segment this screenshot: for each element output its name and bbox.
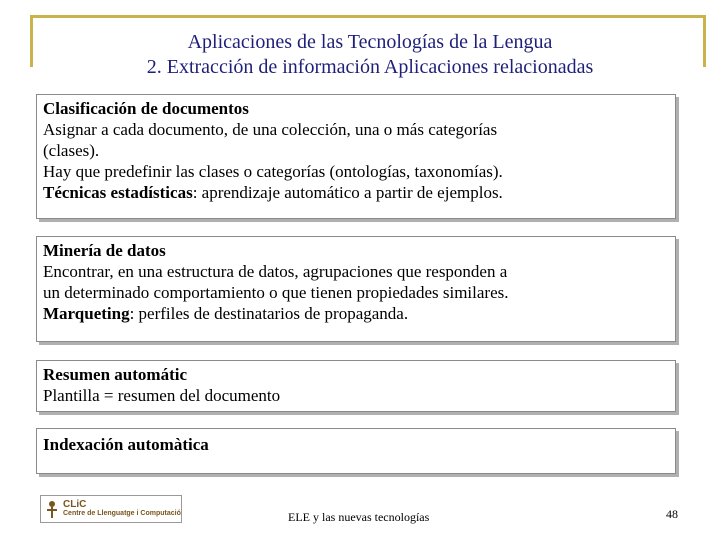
frame-top-border xyxy=(30,15,706,18)
logo-subtitle: Centre de Llenguatge i Computació xyxy=(63,510,181,517)
box-text-line xyxy=(43,303,675,324)
content-box-resumen xyxy=(36,360,676,412)
box-text: : aprendizaje automático a partir de ejemplos. xyxy=(192,183,503,202)
box-heading: Indexación automàtica xyxy=(43,435,209,454)
logo-mark-icon xyxy=(41,497,63,521)
box-heading: Resumen automátic xyxy=(43,365,188,384)
title-line-2: 2. Extracción de información Aplicaciones relacionadas xyxy=(146,56,594,78)
box-text-line xyxy=(43,182,675,203)
content-box-clasificacion xyxy=(36,94,676,219)
box-text: un determinado comportamiento o que tienen propiedades similares. xyxy=(43,283,509,302)
box-heading: Minería de datos xyxy=(43,241,166,260)
frame-left-border xyxy=(30,15,33,67)
slide-title xyxy=(40,30,700,80)
clic-logo xyxy=(40,495,182,523)
logo-name: CLiC xyxy=(63,499,87,510)
box-text: Encontrar, en una estructura de datos, agrupaciones que responden a xyxy=(43,262,508,281)
content-box-indexacion xyxy=(36,428,676,474)
page-number: 48 xyxy=(666,507,678,521)
box-text: : perfiles de destinatarios de propaganda. xyxy=(129,304,409,323)
footer-text: ELE y las nuevas tecnologías xyxy=(288,510,430,524)
box-text: Plantilla = resumen del documento xyxy=(43,386,281,405)
box-text: Hay que predefinir las clases o categorías (ontologías, taxonomías). xyxy=(43,162,503,181)
bold-term: Marqueting xyxy=(43,304,130,323)
box-heading: Clasificación de documentos xyxy=(43,99,249,118)
title-line-1: Aplicaciones de las Tecnologías de la Lengua xyxy=(187,31,553,53)
content-box-mineria xyxy=(36,236,676,342)
box-text: (clases). xyxy=(43,141,100,160)
box-text: Asignar a cada documento, de una colección, una o más categorías xyxy=(43,120,498,139)
bold-term: Técnicas estadísticas xyxy=(43,183,193,202)
frame-right-border xyxy=(703,15,706,67)
